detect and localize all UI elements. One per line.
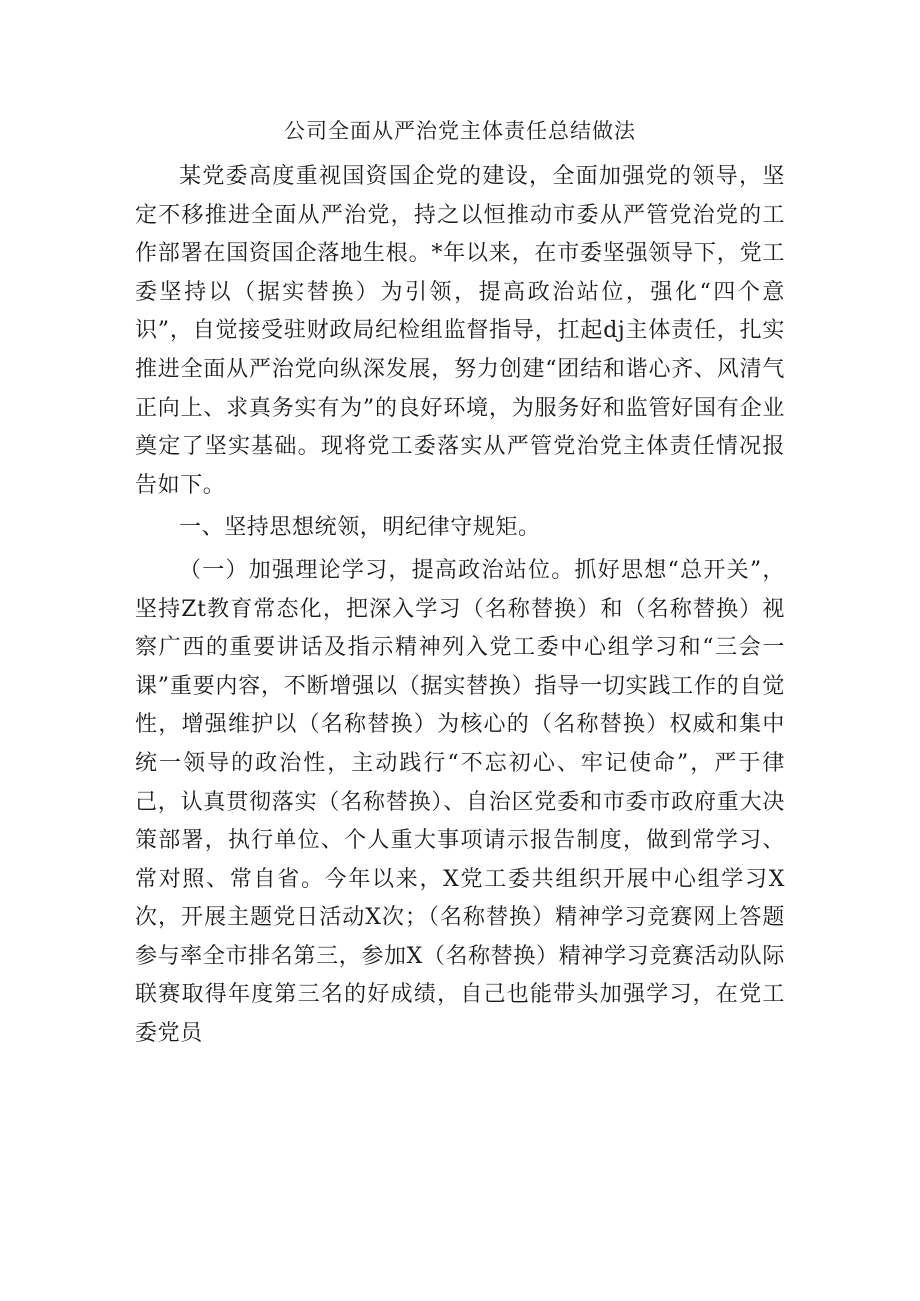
document-body — [135, 158, 785, 1054]
document-title: 公司全面从严治党主体责任总结做法 — [284, 119, 636, 143]
paragraph-intro: 某党委高度重视国资国企党的建设，全面加强党的领导，坚定不移推进全面从严治党，持之以恒推动市委从严管党治党的工作部署在国资国企落地生根。*年以来，在市委坚强领导下，党工委坚持以（据实替换）为引领，提高政治站位，强化“四个意识”，自觉接受驻财政局纪检组监督指导，扛起dj主体责任，扎实推进全面从严治党向纵深发展，努力创建“团结和谐心齐、风清气正向上、求真务实有为”的良好环境，为服务好和监管好国有企业奠定了坚实基础。现将党工委落实从严管党治党主体责任情况报告如下。 — [135, 164, 785, 498]
section-heading-1: 一、坚持思想统领，明纪律守规矩。 — [179, 515, 541, 541]
paragraph-subsection-1: （一）加强理论学习，提高政治站位。抓好思想“总开关”，坚持Zt教育常态化，把深入学习（名称替换）和（名称替换）视察广西的重要讲话及指示精神列入党工委中心组学习和“三会一课”重要内容，不断增强以（据实替换）指导一切实践工作的自觉性，增强维护以（名称替换）为核心的（名称替换）权威和集中统一领导的政治性，主动践行“不忘初心、牢记使命”，严于律己，认真贯彻落实（名称替换）、自治区党委和市委市政府重大决策部署，执行单位、个人重大事项请示报告制度，做到常学习、常对照、常自省。今年以来，X党工委共组织开展中心组学习X次，开展主题党日活动X次；（名称替换）精神学习竞赛网上答题参与率全市排名第三，参加X（名称替换）精神学习竞赛活动队际联赛取得年度第三名的好成绩，自己也能带头加强学习，在党工委党员 — [135, 557, 785, 1047]
